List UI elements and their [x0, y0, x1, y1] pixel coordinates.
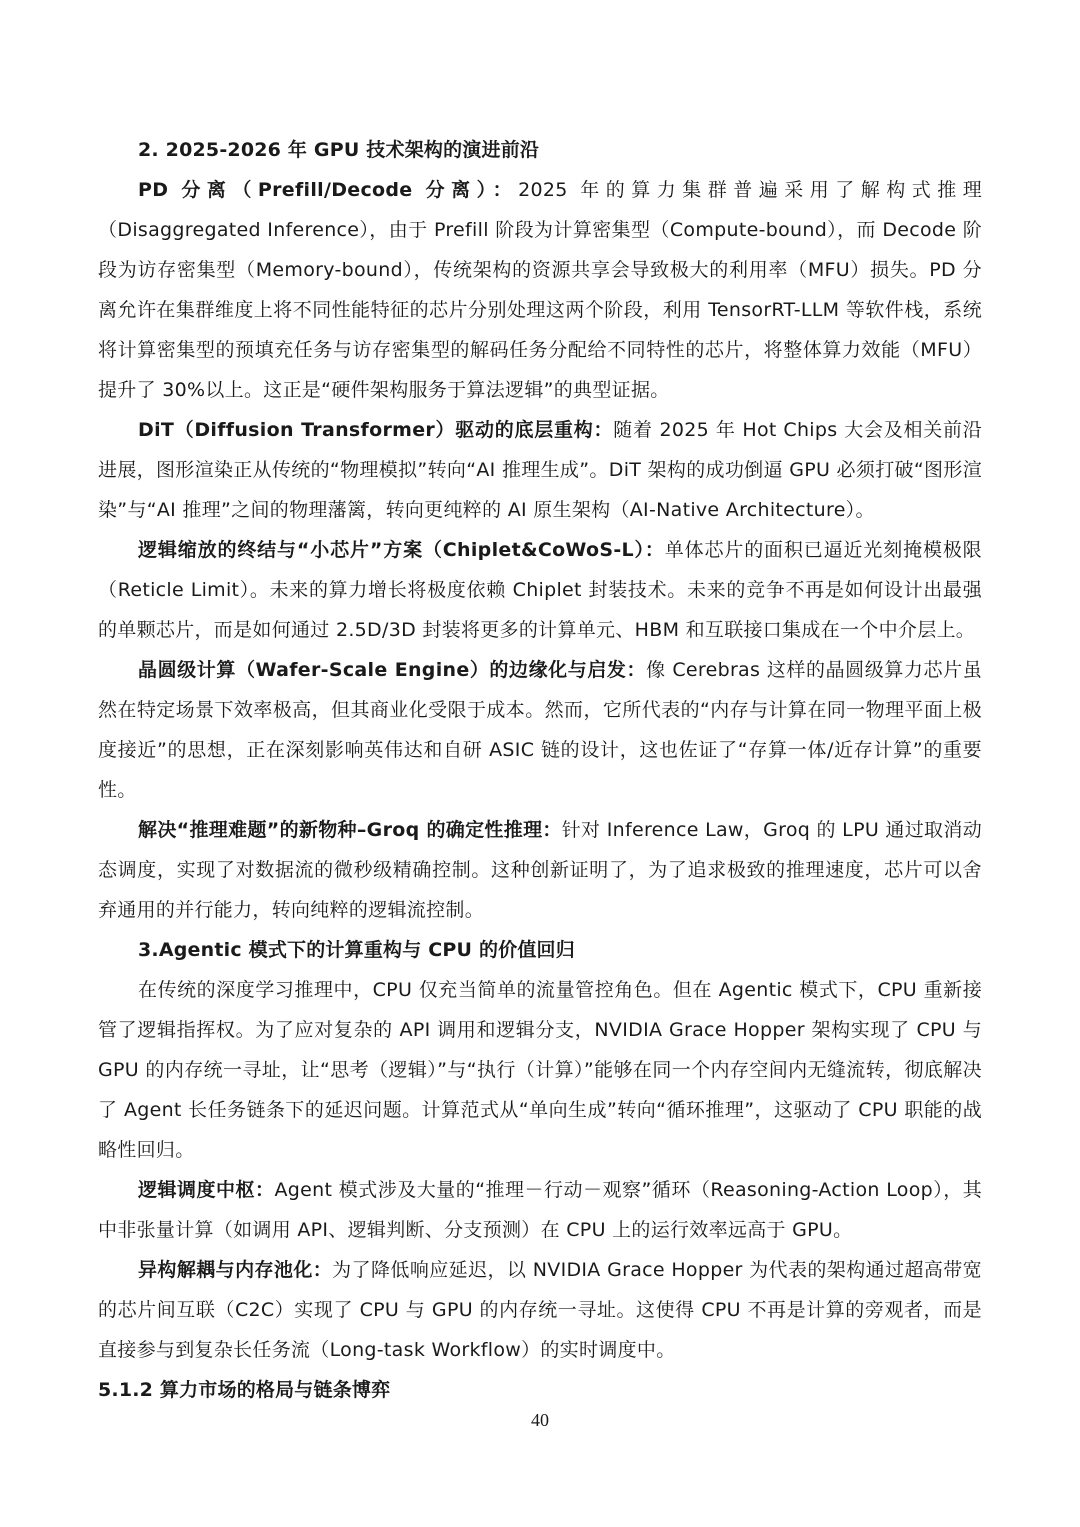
paragraph-chiplet [98, 530, 982, 650]
paragraph-pd-separation [98, 170, 982, 410]
paragraph-lead-dit: DiT（Diffusion Transformer）驱动的底层重构： [138, 419, 614, 441]
paragraph-dit [98, 410, 982, 530]
paragraph-body-hub: Agent 模式涉及大量的“推理－行动－观察”循环（Reasoning-Action Loop），其中非张量计算（如调用 API、逻辑判断、分支预测）在 CPU 上的运行效率远高于 GPU。 [98, 1179, 982, 1241]
paragraph-lead-hub: 逻辑调度中枢： [138, 1179, 275, 1201]
paragraph-logic-hub [98, 1170, 982, 1250]
paragraph-heterogeneous [98, 1250, 982, 1370]
section-heading-agentic: 3.Agentic 模式下的计算重构与 CPU 的价值回归 [138, 939, 575, 961]
paragraph-body-pd: 2025 年的算力集群普遍采用了解构式推理（Disaggregated Inference），由于 Prefill 阶段为计算密集型（Compute-bound），而 Decode 阶段为访存密集型（Memory-bound），传统架构的资源共享会导致极大的利用率（MFU）损失。PD 分离允许在集群维度上将不同性能特征的芯片分别处理这两个阶段，利用 TensorRT-LLM 等软件栈，系统将计算密集型的预填充任务与访存密集型的解码任务分配给不同特性的芯片，将整体算力效能（MFU）提升了 30%以上。这正是“硬件架构服务于算法逻辑”的典型证据。 [98, 179, 982, 401]
paragraph-lead-chiplet: 逻辑缩放的终结与“小芯片”方案（Chiplet&CoWoS-L）： [138, 539, 665, 561]
paragraph-lead-groq: 解决“推理难题”的新物种–Groq 的确定性推理： [138, 819, 562, 841]
paragraph-body-hetero: 为了降低响应延迟，以 NVIDIA Grace Hopper 为代表的架构通过超高带宽的芯片间互联（C2C）实现了 CPU 与 GPU 的内存统一寻址。这使得 CPU 不再是计算的旁观者，而是直接参与到复杂长任务流（Long-task Workflow）的实时调度中。 [98, 1259, 982, 1361]
paragraph-body-wafer: 像 Cerebras 这样的晶圆级算力芯片虽然在特定场景下效率极高，但其商业化受限于成本。然而，它所代表的“内存与计算在同一物理平面上极度接近”的思想，正在深刻影响英伟达和自研 ASIC 链的设计，这也佐证了“存算一体/近存计算”的重要性。 [98, 659, 982, 801]
paragraph-wafer-scale [98, 650, 982, 810]
paragraph-body-dit: 随着 2025 年 Hot Chips 大会及相关前沿进展，图形渲染正从传统的“物理模拟”转向“AI 推理生成”。DiT 架构的成功倒逼 GPU 必须打破“图形渲染”与“AI 推理”之间的物理藩篱，转向更纯粹的 AI 原生架构（AI-Native Architecture）。 [98, 419, 982, 521]
paragraph-lead-hetero: 异构解耦与内存池化： [138, 1259, 333, 1281]
section-heading-5-1-2: 5.1.2 算力市场的格局与链条博弈 [98, 1379, 391, 1401]
paragraph-body-groq: 针对 Inference Law，Groq 的 LPU 通过取消动态调度，实现了对数据流的微秒级精确控制。这种创新证明了，为了追求极致的推理速度，芯片可以舍弃通用的并行能力，转向纯粹的逻辑流控制。 [98, 819, 982, 921]
page-number: 40 [531, 1410, 549, 1430]
paragraph-body-chiplet: 单体芯片的面积已逼近光刻掩模极限（Reticle Limit）。未来的算力增长将极度依赖 Chiplet 封装技术。未来的竞争不再是如何设计出最强的单颗芯片，而是如何通过 2.5D/3D 封装将更多的计算单元、HBM 和互联接口集成在一个中介层上。 [98, 539, 982, 641]
document-page [98, 130, 982, 1410]
paragraph-agentic: 在传统的深度学习推理中，CPU 仅充当简单的流量管控角色。但在 Agentic 模式下，CPU 重新接管了逻辑指挥权。为了应对复杂的 API 调用和逻辑分支，NVIDIA Grace Hopper 架构实现了 CPU 与 GPU 的内存统一寻址，让“思考（逻辑）”与“执行（计算）”能够在同一个内存空间内无缝流转，彻底解决了 Agent 长任务链条下的延迟问题。计算范式从“单向生成”转向“循环推理”，这驱动了 CPU 职能的战略性回归。 [98, 979, 982, 1161]
section-heading-gpu-evolution: 2. 2025-2026 年 GPU 技术架构的演进前沿 [138, 139, 540, 161]
paragraph-groq [98, 810, 982, 930]
paragraph-lead-wafer: 晶圆级计算（Wafer-Scale Engine）的边缘化与启发： [138, 659, 647, 681]
paragraph-lead-pd: PD 分离（Prefill/Decode 分离）： [138, 179, 519, 201]
